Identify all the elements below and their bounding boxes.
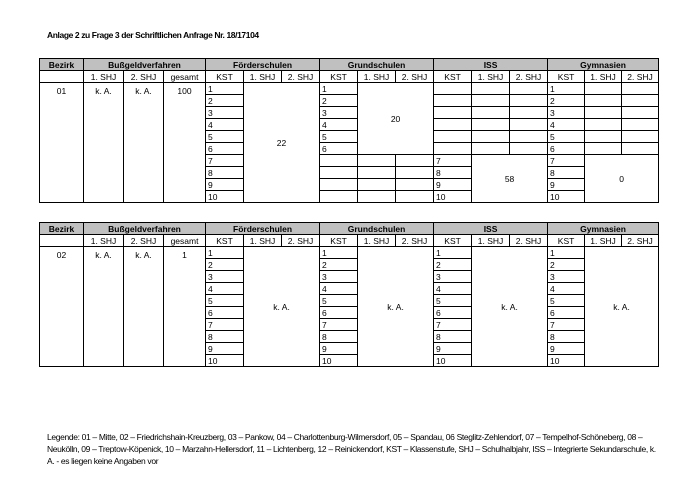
foerder-kst: 3: [206, 271, 244, 283]
iss-kst: 7: [434, 319, 472, 331]
gym-kst: 10: [548, 191, 585, 203]
gym-empty-cell: [585, 131, 622, 143]
gym-kst: 2: [548, 95, 585, 107]
header-grundschulen: Grundschulen: [320, 59, 434, 71]
foerder-kst: 5: [206, 295, 244, 307]
gym-value: 0: [585, 155, 659, 203]
iss-kst: 1: [434, 247, 472, 259]
grund-kst: 9: [320, 343, 358, 355]
foerder-kst: 8: [206, 167, 244, 179]
header-bezirk: Bezirk: [40, 59, 84, 71]
header-foerderschulen: Förderschulen: [206, 223, 320, 235]
iss-kst: 8: [434, 167, 472, 179]
grund-value: k. A.: [358, 247, 434, 367]
header-bezirk: Bezirk: [40, 223, 84, 235]
gym-kst: 6: [548, 307, 585, 319]
iss-kst: 10: [434, 191, 472, 203]
grund-empty-cell: [320, 155, 358, 167]
gym-kst: 1: [548, 83, 585, 95]
header-bussgeldverfahren: Bußgeldverfahren: [84, 223, 206, 235]
gym-kst: 1: [548, 247, 585, 259]
foerder-kst: 3: [206, 107, 244, 119]
table-bezirk-01: [39, 58, 659, 203]
subheader-shj1: 1. SHJ: [358, 235, 396, 247]
grund-empty-cell: [396, 191, 434, 203]
grund-kst: 10: [320, 355, 358, 367]
grund-kst: 7: [320, 319, 358, 331]
foerder-kst: 8: [206, 331, 244, 343]
gym-kst: 7: [548, 155, 585, 167]
iss-empty-cell: [510, 107, 548, 119]
foerder-kst: 6: [206, 143, 244, 155]
subheader-empty: [40, 71, 84, 83]
grund-empty-cell: [320, 179, 358, 191]
foerder-kst: 2: [206, 259, 244, 271]
iss-kst: 7: [434, 155, 472, 167]
grund-kst: 1: [320, 247, 358, 259]
foerder-value: k. A.: [244, 247, 320, 367]
shj2-value: k. A.: [124, 83, 164, 203]
subheader-shj2: 2. SHJ: [622, 71, 659, 83]
gym-empty-cell: [585, 83, 622, 95]
gym-empty-cell: [622, 95, 659, 107]
subheader-kst: KST: [320, 235, 358, 247]
subheader-kst: KST: [206, 71, 244, 83]
gym-kst: 7: [548, 319, 585, 331]
gym-kst: 4: [548, 283, 585, 295]
subheader-shj1: 1. SHJ: [84, 71, 124, 83]
grund-kst: 3: [320, 271, 358, 283]
grund-empty-cell: [396, 167, 434, 179]
gym-kst: 3: [548, 107, 585, 119]
subheader-gesamt: gesamt: [164, 71, 206, 83]
gym-empty-cell: [622, 131, 659, 143]
subheader-shj2: 2. SHJ: [622, 235, 659, 247]
grund-empty-cell: [396, 155, 434, 167]
header-iss: ISS: [434, 59, 548, 71]
subheader-kst: KST: [434, 235, 472, 247]
iss-empty-cell: [434, 83, 472, 95]
header-gymnasien: Gymnasien: [548, 223, 659, 235]
foerder-kst: 9: [206, 343, 244, 355]
gym-kst: 10: [548, 355, 585, 367]
subheader-shj2: 2. SHJ: [510, 235, 548, 247]
gym-empty-cell: [585, 119, 622, 131]
grund-kst: 2: [320, 95, 358, 107]
subheader-shj2: 2. SHJ: [510, 71, 548, 83]
subheader-kst: KST: [434, 71, 472, 83]
gym-empty-cell: [622, 107, 659, 119]
gym-kst: 3: [548, 271, 585, 283]
foerder-kst: 5: [206, 131, 244, 143]
gym-kst: 6: [548, 143, 585, 155]
subheader-shj1: 1. SHJ: [244, 235, 282, 247]
grund-kst: 6: [320, 143, 358, 155]
grund-empty-cell: [320, 191, 358, 203]
grund-kst: 5: [320, 295, 358, 307]
subheader-shj1: 1. SHJ: [472, 235, 510, 247]
foerder-kst: 1: [206, 83, 244, 95]
gym-value: k. A.: [585, 247, 659, 367]
foerder-kst: 7: [206, 319, 244, 331]
iss-value: 58: [472, 155, 548, 203]
iss-kst: 6: [434, 307, 472, 319]
subheader-shj1: 1. SHJ: [358, 71, 396, 83]
iss-empty-cell: [510, 95, 548, 107]
grund-kst: 8: [320, 331, 358, 343]
grund-empty-cell: [358, 167, 396, 179]
iss-empty-cell: [510, 83, 548, 95]
subheader-empty: [40, 235, 84, 247]
iss-empty-cell: [472, 119, 510, 131]
header-grundschulen: Grundschulen: [320, 223, 434, 235]
table-bezirk-02: [39, 222, 659, 367]
gesamt-value: 100: [164, 83, 206, 203]
subheader-kst: KST: [206, 235, 244, 247]
gym-kst: 2: [548, 259, 585, 271]
subheader-shj1: 1. SHJ: [585, 235, 622, 247]
iss-kst: 10: [434, 355, 472, 367]
grund-kst: 4: [320, 283, 358, 295]
gym-kst: 9: [548, 343, 585, 355]
iss-empty-cell: [434, 143, 472, 155]
iss-kst: 5: [434, 295, 472, 307]
iss-empty-cell: [510, 143, 548, 155]
gesamt-value: 1: [164, 247, 206, 367]
subheader-shj2: 2. SHJ: [124, 235, 164, 247]
header-gymnasien: Gymnasien: [548, 59, 659, 71]
subheader-shj2: 2. SHJ: [282, 71, 320, 83]
grund-kst: 2: [320, 259, 358, 271]
grund-empty-cell: [320, 167, 358, 179]
subheader-shj2: 2. SHJ: [282, 235, 320, 247]
gym-kst: 4: [548, 119, 585, 131]
iss-empty-cell: [434, 119, 472, 131]
iss-empty-cell: [434, 107, 472, 119]
shj1-value: k. A.: [84, 247, 124, 367]
subheader-shj1: 1. SHJ: [244, 71, 282, 83]
foerder-kst: 9: [206, 179, 244, 191]
legend-text: Legende: 01 – Mitte, 02 – Friedrichshain-Kreuzberg, 03 – Pankow, 04 – Charlottenburg-Wilmersdorf, 05 – Spandau, 06 Steglitz-Zehlendorf, 07 – Tempelhof-Schöneberg, 08 – Neukölln, 09 – Treptow-Köpenick, 10 – Marzahn-Hellersdorf, 11 – Lichtenberg, 12 – Reinickendorf, KST – Klassenstufe, SHJ – Schulhalbjahr, ISS – Integrierte Sekundarschule, k. A. - es liegen keine Angaben vor: [47, 432, 656, 466]
gym-kst: 8: [548, 167, 585, 179]
gym-empty-cell: [622, 119, 659, 131]
iss-empty-cell: [472, 131, 510, 143]
iss-empty-cell: [472, 143, 510, 155]
subheader-shj1: 1. SHJ: [472, 71, 510, 83]
header-iss: ISS: [434, 223, 548, 235]
iss-empty-cell: [472, 95, 510, 107]
grund-empty-cell: [396, 179, 434, 191]
subheader-shj2: 2. SHJ: [396, 235, 434, 247]
gym-empty-cell: [585, 107, 622, 119]
gym-empty-cell: [585, 143, 622, 155]
grund-empty-cell: [358, 191, 396, 203]
header-bussgeldverfahren: Bußgeldverfahren: [84, 59, 206, 71]
bezirk-value: 01: [40, 83, 84, 203]
bezirk-value: 02: [40, 247, 84, 367]
foerder-kst: 10: [206, 355, 244, 367]
iss-empty-cell: [434, 131, 472, 143]
shj1-value: k. A.: [84, 83, 124, 203]
grund-value: 20: [358, 83, 434, 155]
gym-empty-cell: [622, 83, 659, 95]
subheader-shj2: 2. SHJ: [396, 71, 434, 83]
iss-empty-cell: [472, 83, 510, 95]
foerder-kst: 6: [206, 307, 244, 319]
foerder-value: 22: [244, 83, 320, 203]
header-foerderschulen: Förderschulen: [206, 59, 320, 71]
iss-kst: 2: [434, 259, 472, 271]
gym-kst: 5: [548, 295, 585, 307]
foerder-kst: 7: [206, 155, 244, 167]
subheader-kst: KST: [320, 71, 358, 83]
subheader-shj1: 1. SHJ: [585, 71, 622, 83]
grund-kst: 4: [320, 119, 358, 131]
iss-kst: 3: [434, 271, 472, 283]
grund-kst: 6: [320, 307, 358, 319]
grund-kst: 1: [320, 83, 358, 95]
grund-empty-cell: [358, 155, 396, 167]
iss-kst: 8: [434, 331, 472, 343]
foerder-kst: 1: [206, 247, 244, 259]
iss-kst: 4: [434, 283, 472, 295]
foerder-kst: 2: [206, 95, 244, 107]
grund-kst: 5: [320, 131, 358, 143]
iss-kst: 9: [434, 179, 472, 191]
grund-empty-cell: [358, 179, 396, 191]
subheader-kst: KST: [548, 71, 585, 83]
gym-empty-cell: [622, 143, 659, 155]
iss-empty-cell: [510, 131, 548, 143]
subheader-shj2: 2. SHJ: [124, 71, 164, 83]
foerder-kst: 4: [206, 119, 244, 131]
grund-kst: 3: [320, 107, 358, 119]
iss-value: k. A.: [472, 247, 548, 367]
iss-empty-cell: [434, 95, 472, 107]
iss-empty-cell: [472, 107, 510, 119]
subheader-kst: KST: [548, 235, 585, 247]
document-title: Anlage 2 zu Frage 3 der Schriftlichen Anfrage Nr. 18/17104: [47, 30, 259, 40]
foerder-kst: 10: [206, 191, 244, 203]
iss-kst: 9: [434, 343, 472, 355]
subheader-shj1: 1. SHJ: [84, 235, 124, 247]
subheader-gesamt: gesamt: [164, 235, 206, 247]
gym-kst: 9: [548, 179, 585, 191]
gym-kst: 8: [548, 331, 585, 343]
iss-empty-cell: [510, 119, 548, 131]
gym-empty-cell: [585, 95, 622, 107]
gym-kst: 5: [548, 131, 585, 143]
shj2-value: k. A.: [124, 247, 164, 367]
foerder-kst: 4: [206, 283, 244, 295]
